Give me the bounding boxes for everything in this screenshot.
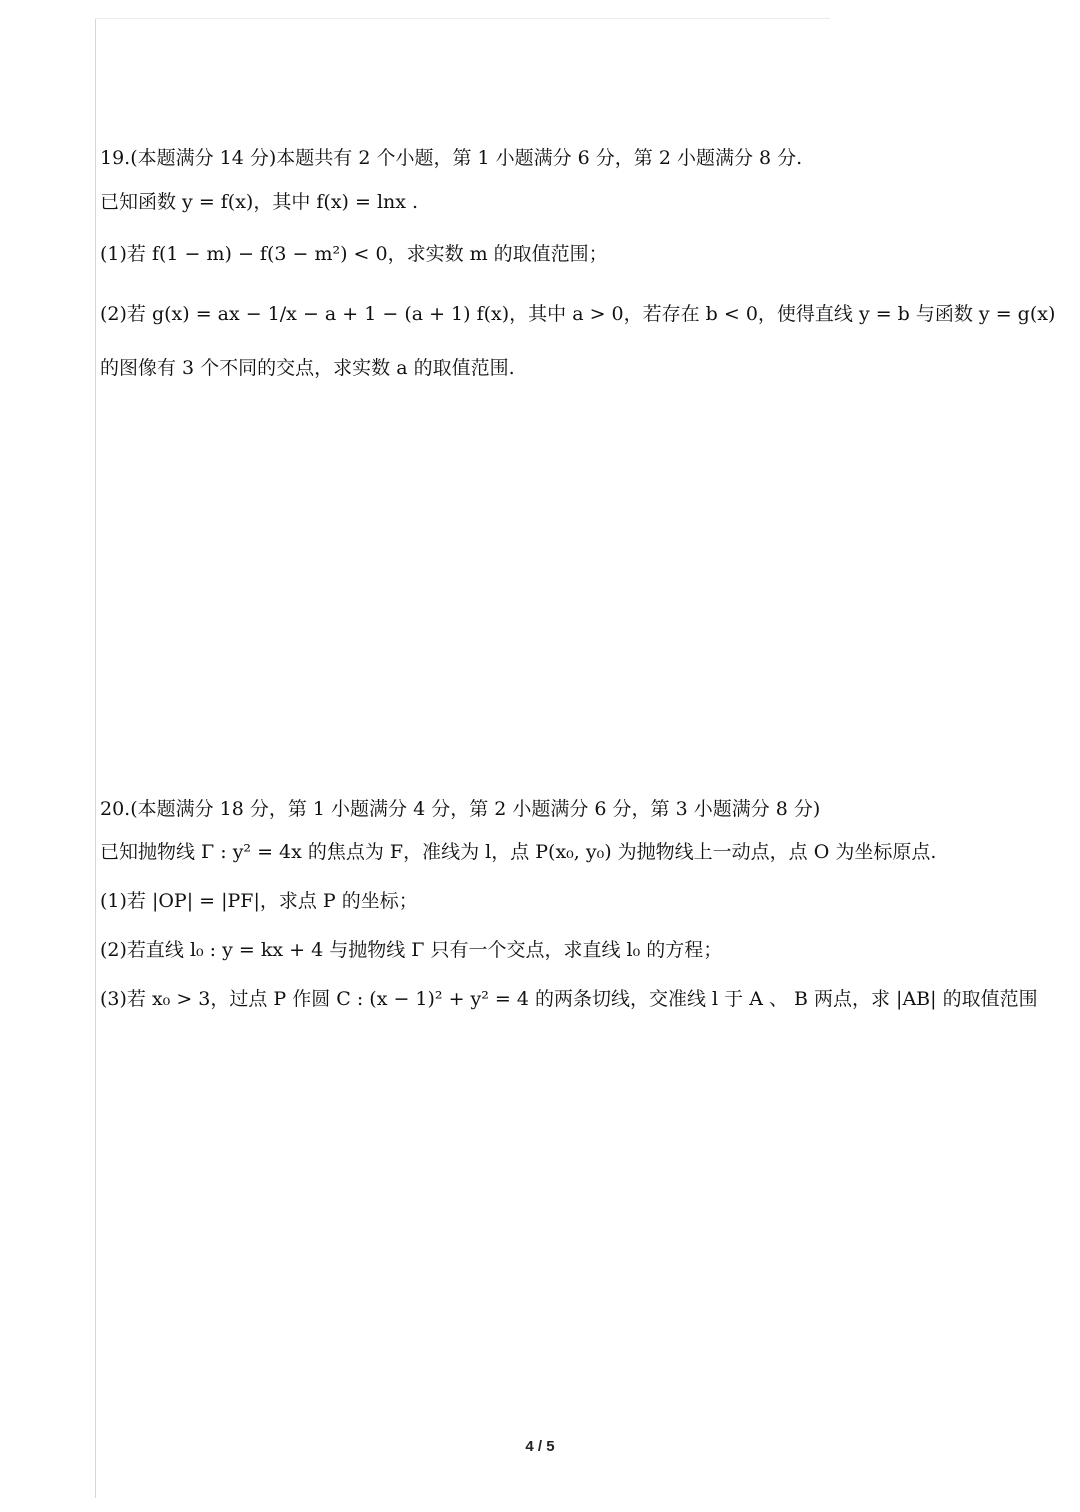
q19-part2-line2: 的图像有 3 个不同的交点，求实数 a 的取值范围. [100,357,515,379]
q19-part1: (1)若 f(1 − m) − f(3 − m²) < 0，求实数 m 的取值范围； [100,243,608,265]
page-top-border [95,18,830,19]
q19-header: 19.(本题满分 14 分)本题共有 2 个小题，第 1 小题满分 6 分，第 2 小题满分 8 分. [100,147,803,169]
page-left-border [95,18,96,1498]
q20-header: 20.(本题满分 18 分，第 1 小题满分 4 分，第 2 小题满分 6 分，第 3 小题满分 8 分) [100,798,821,820]
q20-given: 已知抛物线 Γ : y² = 4x 的焦点为 F，准线为 l，点 P(x₀, y₀) 为抛物线上一动点，点 O 为坐标原点. [100,841,937,863]
q19-given: 已知函数 y = f(x)，其中 f(x) = lnx . [100,191,419,213]
q20-part2: (2)若直线 l₀ : y = kx + 4 与抛物线 Γ 只有一个交点，求直线 l₀ 的方程； [100,939,723,961]
q19-part2-line1: (2)若 g(x) = ax − 1/x − a + 1 − (a + 1) f(x)，其中 a > 0，若存在 b < 0，使得直线 y = b 与函数 y = g(x) [100,303,1056,325]
page-number: 4 / 5 [525,1438,555,1455]
q20-part1: (1)若 |OP| = |PF|，求点 P 的坐标； [100,890,418,912]
q20-part3: (3)若 x₀ > 3，过点 P 作圆 C : (x − 1)² + y² = 4 的两条切线，交准线 l 于 A 、 B 两点，求 |AB| 的取值范围 [100,988,1038,1010]
